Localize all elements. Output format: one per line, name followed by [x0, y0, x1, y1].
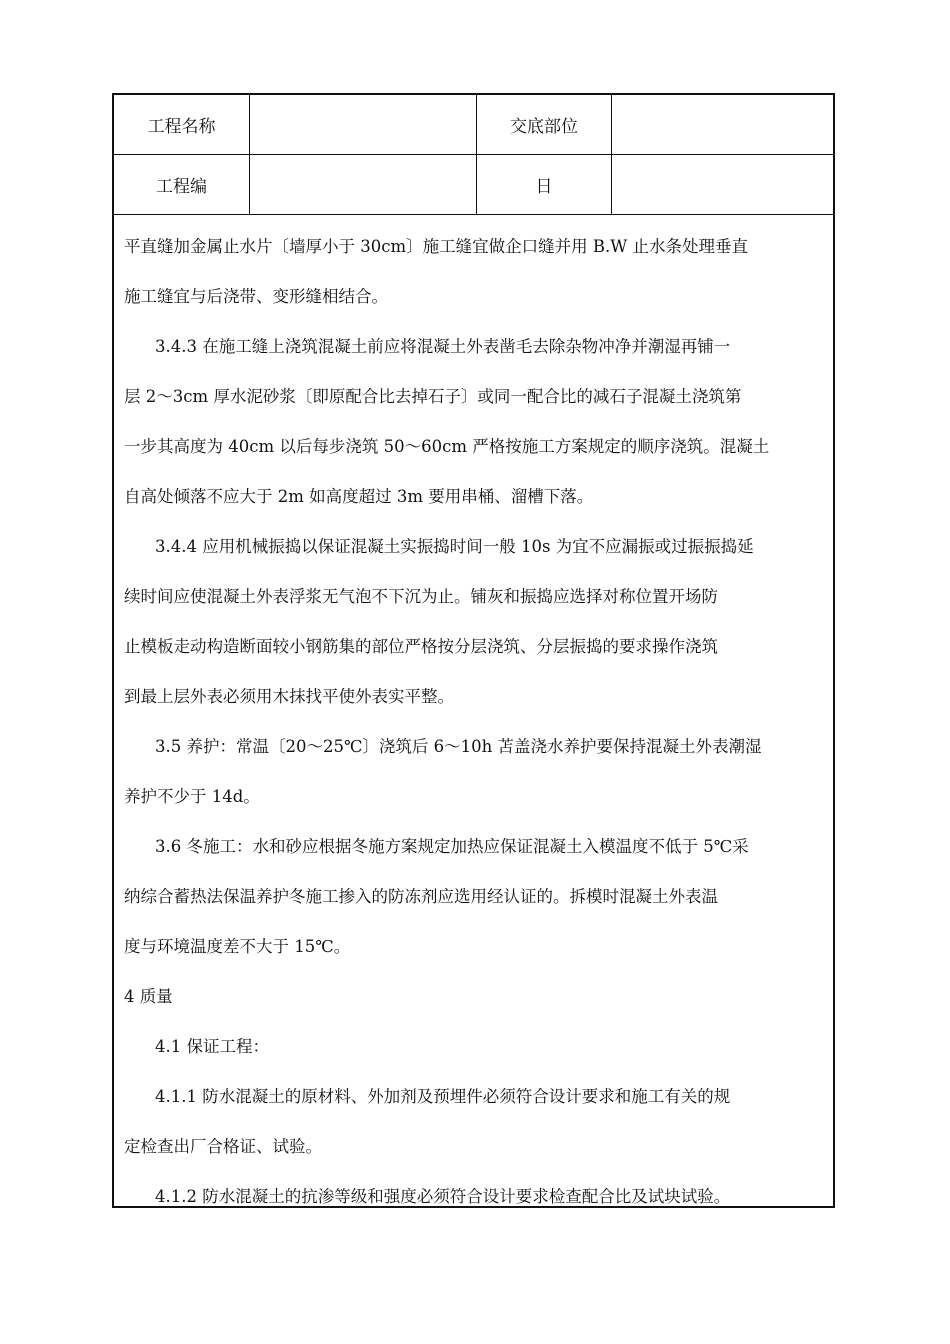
text-line: 到最上层外表必须用木抹找平使外表实平整。 [124, 687, 454, 706]
header-row-2 [114, 155, 833, 215]
section-heading: 4 质量 [124, 987, 173, 1006]
project-number-value [250, 155, 477, 214]
text-line: 3.6 冬施工：水和砂应根据冬施方案规定加热应保证混凝土入模温度不低于 5℃采 [155, 837, 749, 856]
text-line: 4.1.2 防水混凝土的抗渗等级和强度必须符合设计要求检查配合比及试块试验。 [155, 1187, 731, 1206]
text-line: 度与环境温度差不大于 15℃。 [124, 937, 351, 956]
project-number-label: 工程编 [114, 155, 250, 214]
text-line: 3.4.3 在施工缝上浇筑混凝土前应将混凝土外表凿毛去除杂物冲净并潮湿再铺一 [155, 337, 731, 356]
text-line: 养护不少于 14d。 [124, 787, 260, 806]
project-name-value [250, 95, 477, 154]
text-line: 3.4.4 应用机械振捣以保证混凝土实振捣时间一般 10s 为宜不应漏振或过振振捣延 [155, 537, 754, 556]
text-line: 平直缝加金属止水片〔墙厚小于 30cm〕施工缝宜做企口缝并用 B.W 止水条处理垂直 [124, 237, 748, 256]
project-name-label: 工程名称 [114, 95, 250, 154]
text-line: 自高处倾落不应大于 2m 如高度超过 3m 要用串桶、溜槽下落。 [124, 487, 594, 506]
body-text [124, 222, 827, 1222]
date-label: 日 [477, 155, 612, 214]
text-line: 一步其高度为 40cm 以后每步浇筑 50～60cm 严格按施工方案规定的顺序浇筑。混凝土 [124, 437, 770, 456]
text-line: 层 2～3cm 厚水泥砂浆〔即原配合比去掉石子〕或同一配合比的减石子混凝土浇筑第 [124, 387, 742, 406]
document-frame [112, 93, 835, 1208]
text-line: 纳综合蓄热法保温养护冬施工掺入的防冻剂应选用经认证的。拆模时混凝土外表温 [124, 887, 718, 906]
handover-location-value [612, 95, 833, 154]
text-line: 4.1.1 防水混凝土的原材料、外加剂及预埋件必须符合设计要求和施工有关的规 [155, 1087, 731, 1106]
text-line: 施工缝宜与后浇带、变形缝相结合。 [124, 287, 388, 306]
header-row-1 [114, 95, 833, 155]
subsection-heading: 4.1 保证工程： [155, 1037, 269, 1056]
handover-location-label: 交底部位 [477, 95, 612, 154]
text-line: 止模板走动构造断面较小钢筋集的部位严格按分层浇筑、分层振捣的要求操作浇筑 [124, 637, 718, 656]
text-line: 续时间应使混凝土外表浮浆无气泡不下沉为止。铺灰和振捣应选择对称位置开场防 [124, 587, 718, 606]
text-line: 3.5 养护：常温〔20～25℃〕浇筑后 6～10h 苫盖浇水养护要保持混凝土外表潮湿 [155, 737, 762, 756]
date-value [612, 155, 833, 214]
text-line: 定检查出厂合格证、试验。 [124, 1137, 322, 1156]
